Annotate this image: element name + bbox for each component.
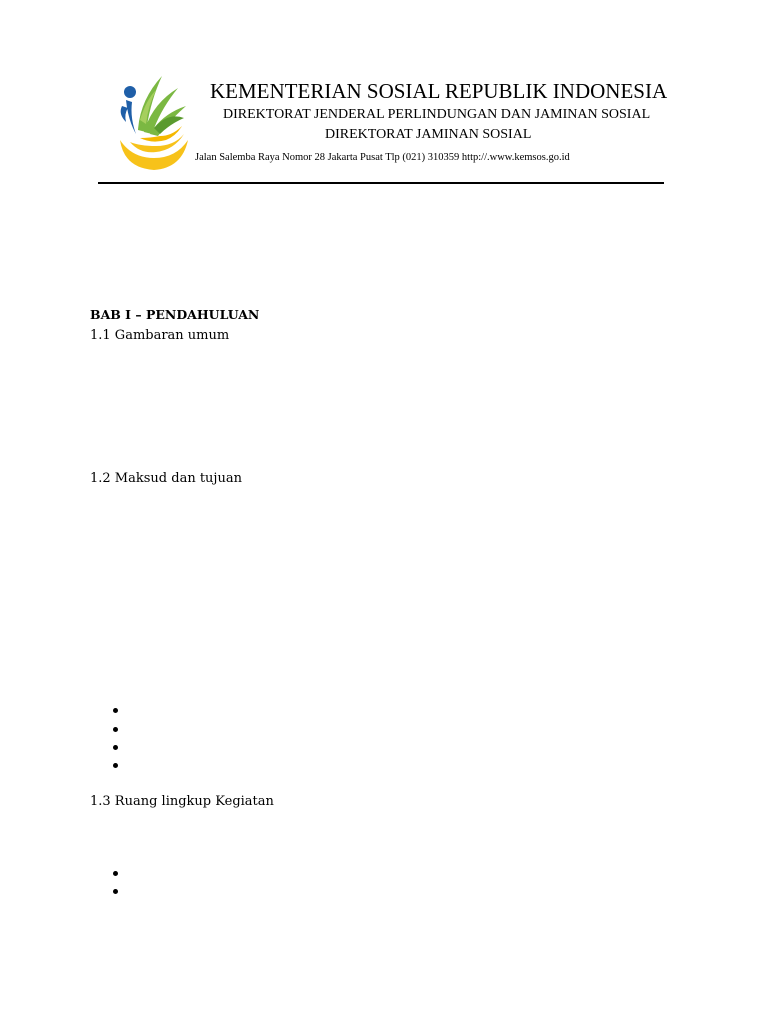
- letterhead-divider: [98, 182, 664, 184]
- list-bullet: [113, 763, 118, 768]
- organization-name: KEMENTERIAN SOSIAL REPUBLIK INDONESIA: [210, 79, 668, 103]
- letterhead: [0, 0, 768, 190]
- directorate-name: DIREKTORAT JAMINAN SOSIAL: [325, 127, 532, 142]
- directorate-general-name: DIREKTORAT JENDERAL PERLINDUNGAN DAN JAMINAN SOSIAL: [223, 107, 651, 122]
- section-heading: 1.1 Gambaran umum: [90, 328, 230, 343]
- section-heading: 1.3 Ruang lingkup Kegiatan: [90, 794, 274, 809]
- section-heading: 1.2 Maksud dan tujuan: [90, 471, 242, 486]
- list-bullet: [113, 889, 118, 894]
- kemensos-logo-icon: [116, 70, 190, 174]
- list-bullet: [113, 727, 118, 732]
- address-line: Jalan Salemba Raya Nomor 28 Jakarta Pusat Tlp (021) 310359 http://.www.kemsos.go.id: [195, 152, 570, 163]
- chapter-title: BAB I – PENDAHULUAN: [90, 307, 260, 322]
- list-bullet: [113, 708, 118, 713]
- list-bullet: [113, 871, 118, 876]
- list-bullet: [113, 745, 118, 750]
